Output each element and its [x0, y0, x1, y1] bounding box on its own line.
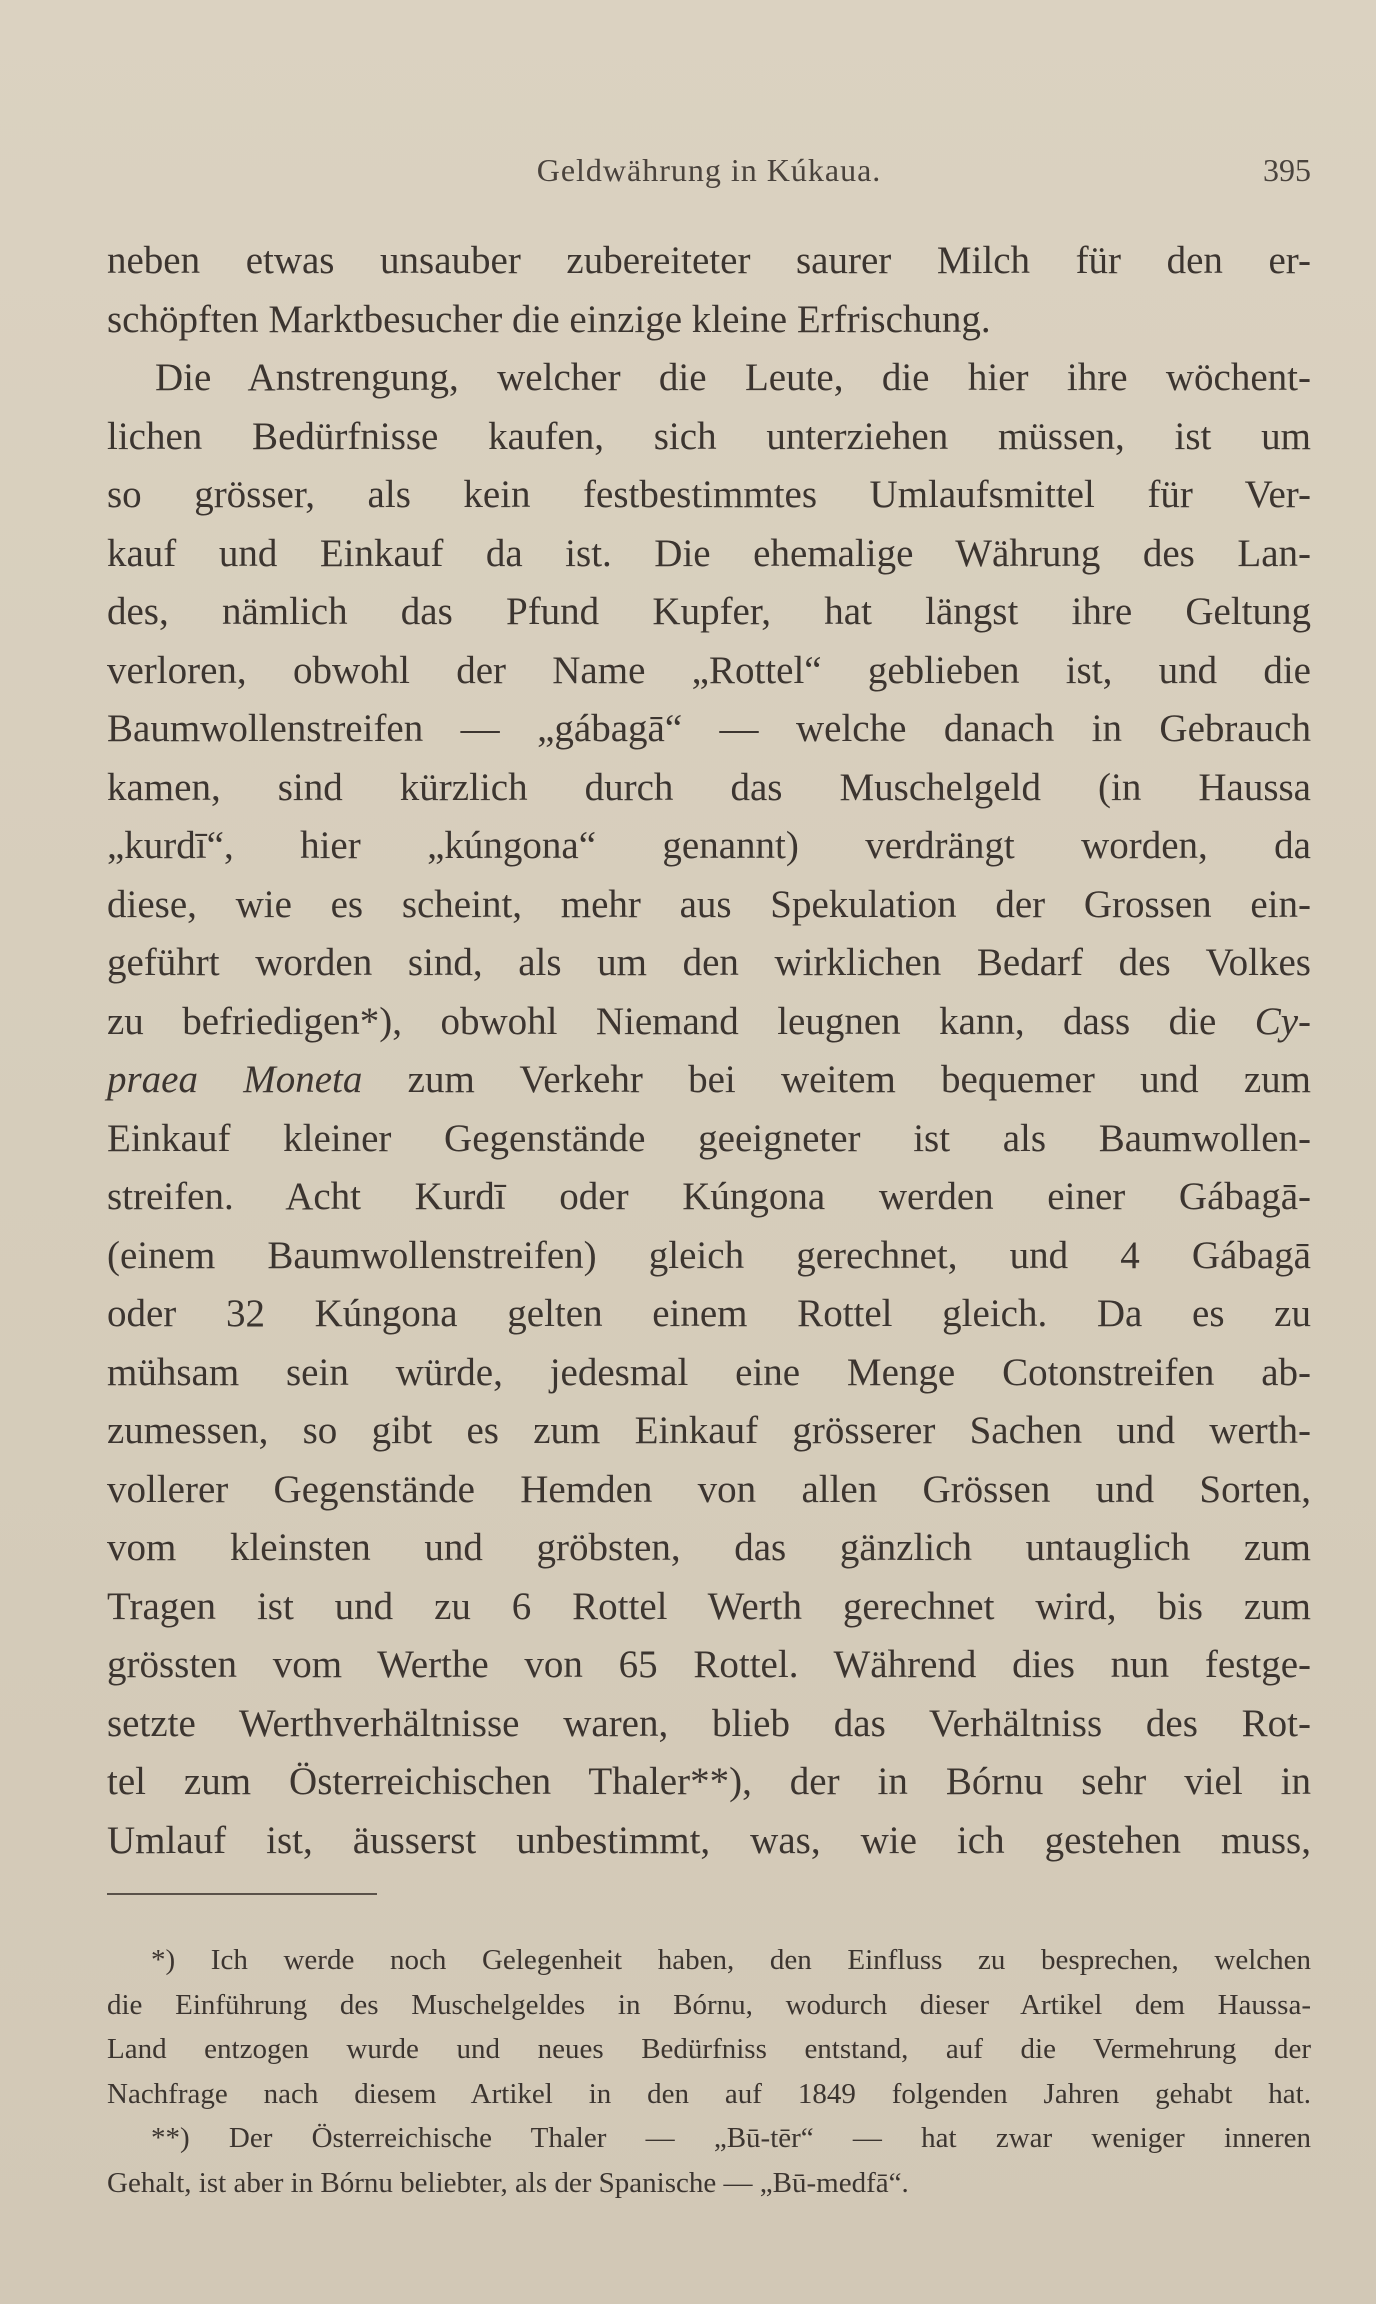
body-line: so grösser, als kein festbestimmtes Umlaufsmittel für Ver-: [107, 473, 1311, 516]
footnote-line: *) Ich werde noch Gelegenheit haben, den Einfluss zu besprechen, welchen: [151, 1944, 1311, 1976]
running-title: Geldwährung in Kúkaua.: [536, 152, 882, 188]
page-header: [107, 152, 1311, 196]
body-line: streifen. Acht Kurdī oder Kúngona werden einer Gábagā-: [107, 1175, 1311, 1218]
body-line: Umlauf ist, äusserst unbestimmt, was, wie ich gestehen muss,: [107, 1818, 1311, 1862]
body-line: „kurdī“, hier „kúngona“ genannt) verdrängt worden, da: [107, 824, 1311, 867]
body-line: vom kleinsten und gröbsten, das gänzlich untauglich zum: [107, 1526, 1311, 1569]
body-line: Tragen ist und zu 6 Rottel Werth gerechnet wird, bis zum: [107, 1584, 1311, 1628]
footnotes: [107, 1938, 1311, 2205]
body-line: zumessen, so gibt es zum Einkauf grösserer Sachen und werth-: [107, 1409, 1311, 1452]
body-line: des, nämlich das Pfund Kupfer, hat längst ihre Geltung: [107, 590, 1311, 633]
body-line: oder 32 Kúngona gelten einem Rottel gleich. Da es zu: [107, 1292, 1311, 1335]
footnote-line: **) Der Österreichische Thaler — „Bū-tēr“ — hat zwar weniger inneren: [151, 2122, 1311, 2154]
body-line: vollerer Gegenstände Hemden von allen Grössen und Sorten,: [107, 1467, 1311, 1511]
body-line: schöpften Marktbesucher die einzige kleine Erfrischung.: [107, 297, 991, 341]
body-line: kauf und Einkauf da ist. Die ehemalige Währung des Lan-: [107, 531, 1311, 575]
italic-term: Cy-: [1254, 999, 1312, 1043]
footnote-line: Gehalt, ist aber in Bórnu beliebter, als der Spanische — „Bū-medfā“.: [107, 2166, 909, 2199]
italic-term: praea Moneta: [107, 1058, 363, 1101]
footnote-line: die Einführung des Muschelgeldes in Bórnu, wodurch dieser Artikel dem Haussa-: [107, 1988, 1311, 2021]
body-line: diese, wie es scheint, mehr aus Spekulation der Grossen ein-: [107, 882, 1311, 926]
body-line-with-italic: [107, 993, 1311, 1052]
body-line-text: zu befriedigen*), obwohl Niemand leugnen kann, dass die: [107, 999, 1217, 1043]
page-number: 395: [1263, 152, 1311, 188]
footnote-divider: [107, 1893, 377, 1895]
body-line: kamen, sind kürzlich durch das Muschelgeld (in Haussa: [107, 765, 1311, 809]
body-line: grössten vom Werthe von 65 Rottel. Während dies nun festge-: [107, 1643, 1311, 1686]
body-line: lichen Bedürfnisse kaufen, sich unterziehen müssen, ist um: [107, 414, 1311, 458]
body-line: geführt worden sind, als um den wirklichen Bedarf des Volkes: [107, 941, 1311, 984]
body-line: neben etwas unsauber zubereiteter saurer Milch für den er-: [107, 239, 1311, 282]
body-line: praea Moneta zum Verkehr bei weitem bequemer und zum: [107, 1058, 1311, 1101]
body-line: (einem Baumwollenstreifen) gleich gerechnet, und 4 Gábagā: [107, 1233, 1311, 1277]
footnote-line: Nachfrage nach diesem Artikel in den auf 1849 folgenden Jahren gehabt hat.: [107, 2077, 1311, 2110]
footnote-line: Land entzogen wurde und neues Bedürfniss entstand, auf die Vermehrung der: [107, 2033, 1311, 2065]
body-line: tel zum Österreichischen Thaler**), der in Bórnu sehr viel in: [107, 1760, 1311, 1803]
body-text: [107, 232, 1311, 1870]
body-line: Einkauf kleiner Gegenstände geeigneter ist als Baumwollen-: [107, 1116, 1311, 1160]
body-line: verloren, obwohl der Name „Rottel“ geblieben ist, und die: [107, 648, 1311, 692]
body-line: setzte Werthverhältnisse waren, blieb das Verhältniss des Rot-: [107, 1701, 1311, 1745]
body-line: mühsam sein würde, jedesmal eine Menge Cotonstreifen ab-: [107, 1350, 1311, 1394]
body-line: Baumwollenstreifen — „gábagā“ — welche danach in Gebrauch: [107, 707, 1311, 750]
body-line: Die Anstrengung, welcher die Leute, die hier ihre wöchent-: [155, 356, 1311, 399]
